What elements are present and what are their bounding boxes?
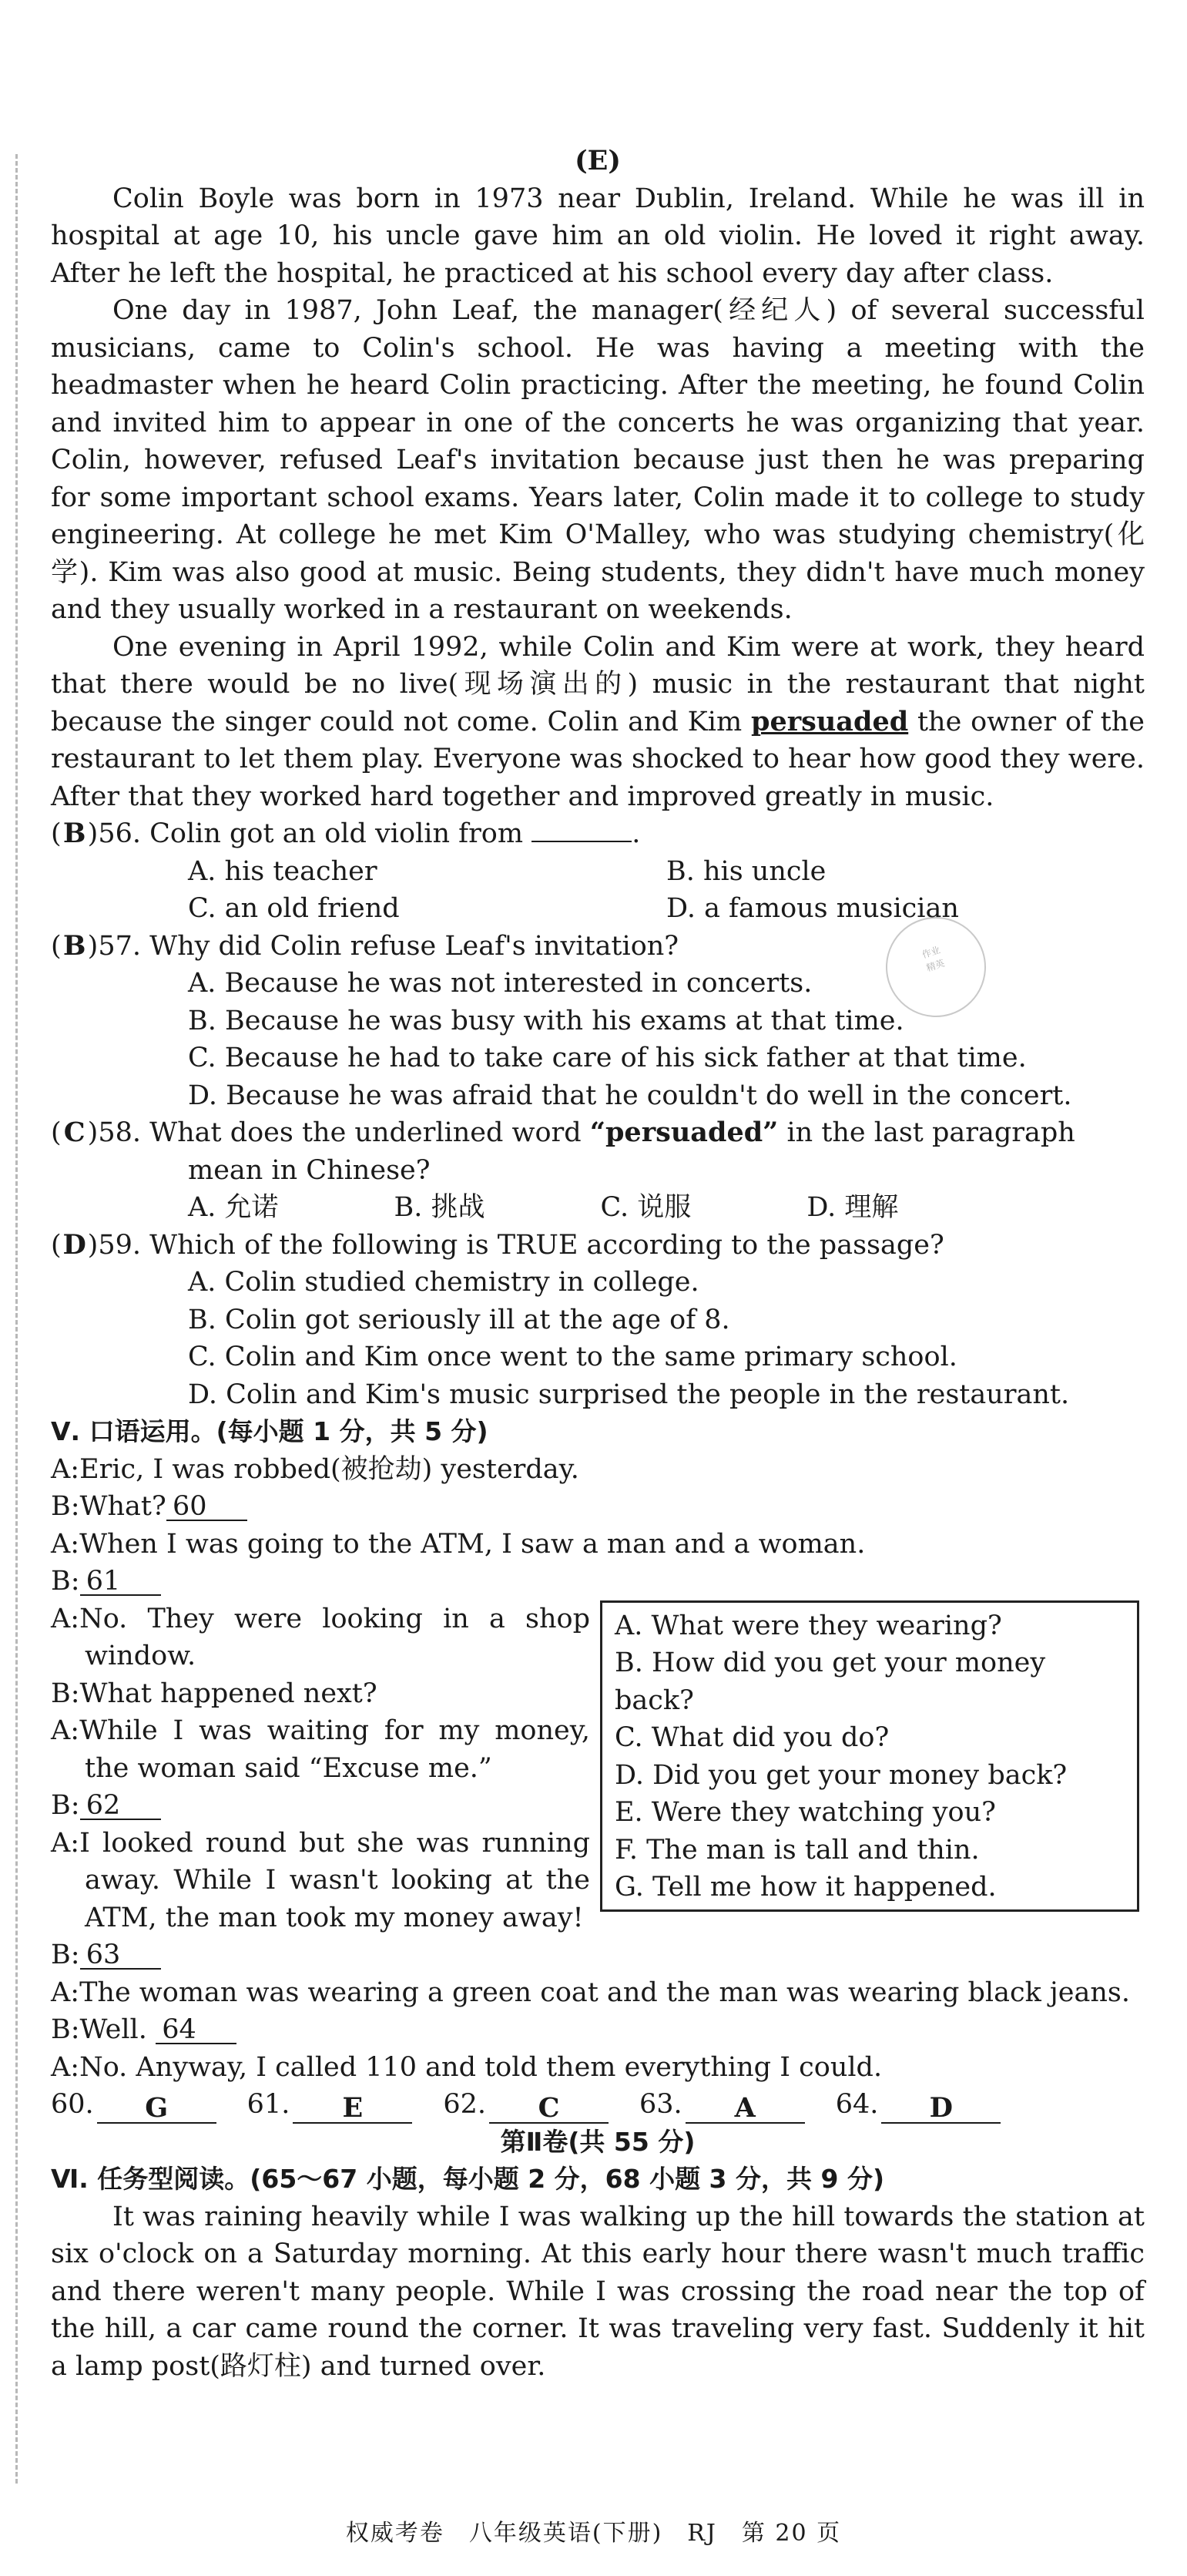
- options-56-row1: [51, 853, 1145, 891]
- answer-59: D: [62, 1228, 86, 1261]
- option: D. Because he was afraid that he couldn't do well in the concert.: [188, 1080, 1072, 1111]
- option: A. his teacher: [188, 855, 377, 887]
- dialog-with-options: [51, 1600, 1145, 1974]
- binding-dash-line: [15, 154, 18, 2484]
- option: C. an old friend: [188, 893, 400, 924]
- dialog-line: B:Well. 64: [51, 2011, 1145, 2049]
- option: B. 挑战: [394, 1192, 485, 1223]
- box-option: F. The man is tall and thin.: [615, 1834, 980, 1866]
- answer-value: D: [881, 2094, 1001, 2124]
- passage-paragraph-3: One evening in April 1992, while Colin and Kim were at work, they heard that there would be no live(现场演出的) music in the restaurant that night because the singer could not come. Colin and Kim persuaded the owner of the restaurant to let them play. Everyone was shocked to hear how good they were. After that they worked hard together and improved greatly in music.: [51, 631, 1145, 812]
- answer-56: B: [62, 818, 86, 849]
- page-footer: 权威考卷 八年级英语(下册) RJ 第 20 页: [345, 2520, 842, 2547]
- box-option: B. How did you get your money back?: [615, 1647, 1046, 1716]
- section-6-paragraph: It was raining heavily while I was walking up the hill towards the station at six o'clock on a Saturday morning. At this early hour there wasn't much traffic and there weren't many people. While I was crossing the road near the top of the hill, a car came round the corner. It was traveling very fast. Suddenly it hit a lamp post(路灯柱) and turned over.: [51, 2201, 1145, 2382]
- option: A. Colin studied chemistry in college.: [188, 1267, 699, 1298]
- box-option: C. What did you do?: [615, 1722, 890, 1753]
- answer-line: 60. G 61. E 62. C 63. A 64. D: [51, 2086, 1145, 2124]
- option: B. Colin got seriously ill at the age of 8.: [188, 1304, 730, 1335]
- passage-paragraph-1: Colin Boyle was born in 1973 near Dublin, Ireland. While he was ill in hospital at age 10, his uncle gave him an old violin. He loved it right away. After he left the hospital, he practiced at his school every day after class.: [51, 183, 1145, 289]
- dialog-line: B: 63: [51, 1936, 590, 1974]
- question-58: (C)58. What does the underlined word “persuaded” in the last paragraph: [51, 1114, 1145, 1152]
- section-5-title: Ⅴ. 口语运用。(每小题 1 分，共 5 分): [51, 1416, 488, 1446]
- dialog-left-column: [51, 1600, 590, 1974]
- dialog-blank: 63: [80, 1942, 161, 1970]
- page-content: (E) Colin Boyle was born in 1973 near Dublin, Ireland. While he was ill in hospital at age 10, his uncle gave him an old violin. He loved it right away. After he left the hospital, he practiced at his school every day after class. One day in 1987, John Leaf, the manager(经纪人) of several successful musicians, came to Colin's school. He was having a meeting with the headmaster when he heard Colin practicing. After the meeting, he found Colin and invited him to appear in one of the concerts he was organizing that year. Colin, however, refused Leaf's invitation because just then he was preparing for some important school exams. Years later, Colin made it to college to study engineering. At college he met Kim O'Malley, who was studying chemistry(化学). Kim was also good at music. Being students, they didn't have much money and they usually worked in a restaurant on weekends. One evening in April 1992, while Colin and Kim were at work, they heard that there would be no live(现场演出的) music in the restaurant that night because the singer could not come. Colin and Kim persuaded the owner of the restaurant to let them play. Everyone was shocked to hear how good they were. After that they worked hard together and improved greatly in music. (B)56. Colin got an old violin from . A. his teacher B. his uncle C. an old friend D. a famous musician (B)57. Why did Colin refuse Leaf's invitation? A. Because he was not interested in concerts. B. Because he was busy with his exams at that time. C. Because he had to take care of his sick father at that time. D. Because he was afraid that he couldn't do well in the concert. (C)58. What does the underlined word “persuaded” in the last paragraph mean in Chinese? A. 允诺 B. 挑战 C. 说服 D. 理解 (D)59. Which of the following is TRUE according to the passage? A. Colin studied chemistry in college. B. Colin got seriously ill at the age of 8. C. Colin and Kim once went to the same primary school. D. Colin and Kim's music surprised the people in the restaurant. Ⅴ. 口语运用。(每小题 1 分，共 5 分) A:Eric, I was robbed(被抢劫) yesterday. B:What? 60 A:When I was going to the ATM, I saw a man and a woman. B: 61 A:No. They were looking in a shop window. B:What happened next? A:While I was waiting for my money, the woman said “Excuse me.” B: 62 A:I looked round but she was running away. While I wasn't looking at the ATM, the man took my money away! B: 63 A. What were they wearing? B. How did you get your money back? C. What did you do? D. Did you get your money back? E. Were they watching you? F. The man is tall and thin. G. Tell me how it happened. A:The woman was wearing a green coat and the man was wearing black jeans. B:Well. 64 A:No. Anyway, I called 110 and told them everything I could. 60. G 61. E 62. C 63. A 64. D 第Ⅱ卷(共 55 分) Ⅵ. 任务型阅读。(65～67 小题，每小题 2 分，68 小题 3 分，共 9 分) It was raining heavily while I was walking up the hill towards the station at six o'clock on a Saturday morning. At this early hour there wasn't much traffic and there weren't many people. While I was crossing the road near the top of the hill, a car came round the corner. It was traveling very fast. Suddenly it hit a lamp post(路灯柱) and turned over.: [51, 143, 1145, 2385]
- dialog-line: A:Eric, I was robbed(被抢劫) yesterday.: [51, 1453, 579, 1485]
- answer-value: E: [293, 2094, 412, 2124]
- box-option: E. Were they watching you?: [615, 1797, 996, 1828]
- dialog-blank: 61: [80, 1568, 161, 1596]
- option: D. Colin and Kim's music surprised the people in the restaurant.: [188, 1379, 1070, 1410]
- option: D. a famous musician: [666, 893, 959, 924]
- option: A. 允诺: [188, 1192, 279, 1223]
- answer-value: A: [686, 2094, 805, 2124]
- part-2-title: 第Ⅱ卷(共 55 分): [500, 2126, 696, 2157]
- options-box: [600, 1600, 1139, 1912]
- dialog-line: B: 61: [51, 1563, 1145, 1600]
- option: A. Because he was not interested in concerts.: [188, 968, 813, 999]
- dialog-blank: 62: [80, 1792, 161, 1820]
- question-57: (B)57. Why did Colin refuse Leaf's invitation?: [51, 928, 1145, 966]
- dialog-blank: 60: [166, 1493, 247, 1521]
- question-56: (B)56. Colin got an old violin from .: [51, 815, 1145, 853]
- dialog-line: A:While I was waiting for my money, the woman said “Excuse me.”: [51, 1715, 590, 1784]
- question-59: (D)59. Which of the following is TRUE according to the passage?: [51, 1227, 1145, 1264]
- option: C. Colin and Kim once went to the same primary school.: [188, 1342, 957, 1372]
- dialog-line: B:What? 60: [51, 1488, 1145, 1526]
- answer-value: C: [489, 2094, 609, 2124]
- dialog-line: A:When I was going to the ATM, I saw a man and a woman.: [51, 1528, 866, 1560]
- option: C. 说服: [600, 1192, 692, 1223]
- option: C. Because he had to take care of his sick father at that time.: [188, 1043, 1027, 1073]
- options-56-row2: [51, 890, 1145, 928]
- dialog-line: B:What happened next?: [51, 1678, 377, 1709]
- passage-title: (E): [575, 145, 621, 176]
- answer-value: G: [97, 2094, 216, 2124]
- option: D. 理解: [806, 1192, 899, 1223]
- underlined-word: persuaded: [750, 705, 909, 737]
- option: B. his uncle: [666, 855, 827, 887]
- dialog-blank: 64: [156, 2017, 236, 2044]
- dialog-line: B: 62: [51, 1787, 590, 1825]
- box-option: A. What were they wearing?: [615, 1610, 1002, 1641]
- answer-57: B: [62, 929, 86, 962]
- passage-paragraph-2: One day in 1987, John Leaf, the manager(经纪人) of several successful musicians, came to Colin's school. He was having a meeting with the headmaster when he heard Colin practicing. After the meeting, he found Colin and invited him to appear in one of the concerts he was organizing that year. Colin, however, refused Leaf's invitation because just then he was preparing for some important school exams. Years later, Colin made it to college to study engineering. At college he met Kim O'Malley, who was studying chemistry(化学). Kim was also good at music. Being students, they didn't have much money and they usually worked in a restaurant on weekends.: [51, 295, 1145, 625]
- dialog-line: A:No. Anyway, I called 110 and told them everything I could.: [51, 2051, 883, 2083]
- box-option: G. Tell me how it happened.: [615, 1872, 997, 1903]
- dialog-line: A:The woman was wearing a green coat and the man was wearing black jeans.: [51, 1977, 1130, 2008]
- answer-58: C: [63, 1117, 86, 1148]
- watermark-stamp: 作业 精英: [873, 904, 999, 1030]
- dialog-line: A:No. They were looking in a shop window.: [51, 1603, 590, 1671]
- option: B. Because he was busy with his exams at that time.: [188, 1005, 904, 1036]
- box-option: D. Did you get your money back?: [615, 1759, 1068, 1791]
- dialog-line: A:I looked round but she was running away. While I wasn't looking at the ATM, the man took my money away!: [51, 1827, 590, 1933]
- section-6-title: Ⅵ. 任务型阅读。(65～67 小题，每小题 2 分，68 小题 3 分，共 9 分): [51, 2164, 885, 2194]
- fill-blank: [531, 818, 632, 842]
- options-58-row: [51, 1189, 1145, 1227]
